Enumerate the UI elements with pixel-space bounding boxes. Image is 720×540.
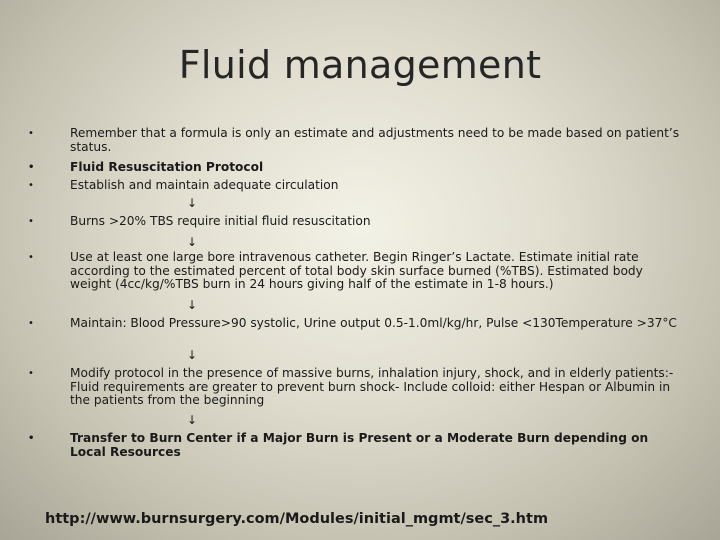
bullet-item-6: [28, 316, 680, 331]
bullet-dot: •: [28, 180, 34, 191]
bullet-item-7: [28, 366, 680, 408]
down-arrow-icon: ↓: [187, 298, 198, 312]
bullet-dot: •: [28, 162, 35, 173]
bullet-item-2: [28, 160, 680, 175]
down-arrow-icon: ↓: [187, 348, 198, 362]
bullet-item-5: [28, 250, 680, 292]
down-arrow-icon: ↓: [187, 196, 198, 210]
bullet-text: Use at least one large bore intravenous catheter. Begin Ringer’s Lactate. Estimate initial rate according to the estimated percent of total body skin surface burned (%TBS). Estimated body weight (4cc/kg/%TBS burn in 24 hours giving half of the estimate in 1-8 hours.): [70, 250, 643, 291]
bullet-text: Establish and maintain adequate circulation: [70, 178, 339, 192]
bullet-dot: •: [28, 433, 35, 444]
bullet-dot: •: [28, 368, 34, 379]
down-arrow-icon: ↓: [187, 413, 198, 427]
bullet-text: Modify protocol in the presence of massive burns, inhalation injury, shock, and in elderly patients:- Fluid requirements are greater to prevent burn shock- Include colloid: either Hespan or Albumin in the patients from the beginning: [70, 366, 674, 407]
bullet-item-8: [28, 431, 680, 459]
bullet-text: Fluid Resuscitation Protocol: [70, 160, 264, 174]
source-link[interactable]: http://www.burnsurgery.com/Modules/initial_mgmt/sec_3.htm: [45, 511, 549, 527]
bullet-text: Burns >20% TBS require initial fluid resuscitation: [70, 214, 371, 228]
bullet-dot: •: [28, 216, 34, 227]
bullet-text: Transfer to Burn Center if a Major Burn is Present or a Moderate Burn depending on Local Resources: [70, 431, 649, 459]
slide-title: Fluid management: [178, 43, 542, 87]
bullet-text: Maintain: Blood Pressure>90 systolic, Urine output 0.5-1.0ml/kg/hr, Pulse <130Temperature >37°C: [70, 316, 677, 330]
bullet-dot: •: [28, 252, 34, 263]
bullet-text: Remember that a formula is only an estimate and adjustments need to be made based on patient’s status.: [70, 126, 680, 154]
bullet-dot: •: [28, 318, 34, 329]
bullet-item-4: [28, 214, 680, 229]
down-arrow-icon: ↓: [187, 235, 198, 249]
bullet-item-3: [28, 178, 680, 193]
bullet-dot: •: [28, 128, 34, 139]
bullet-item-1: [28, 126, 680, 154]
